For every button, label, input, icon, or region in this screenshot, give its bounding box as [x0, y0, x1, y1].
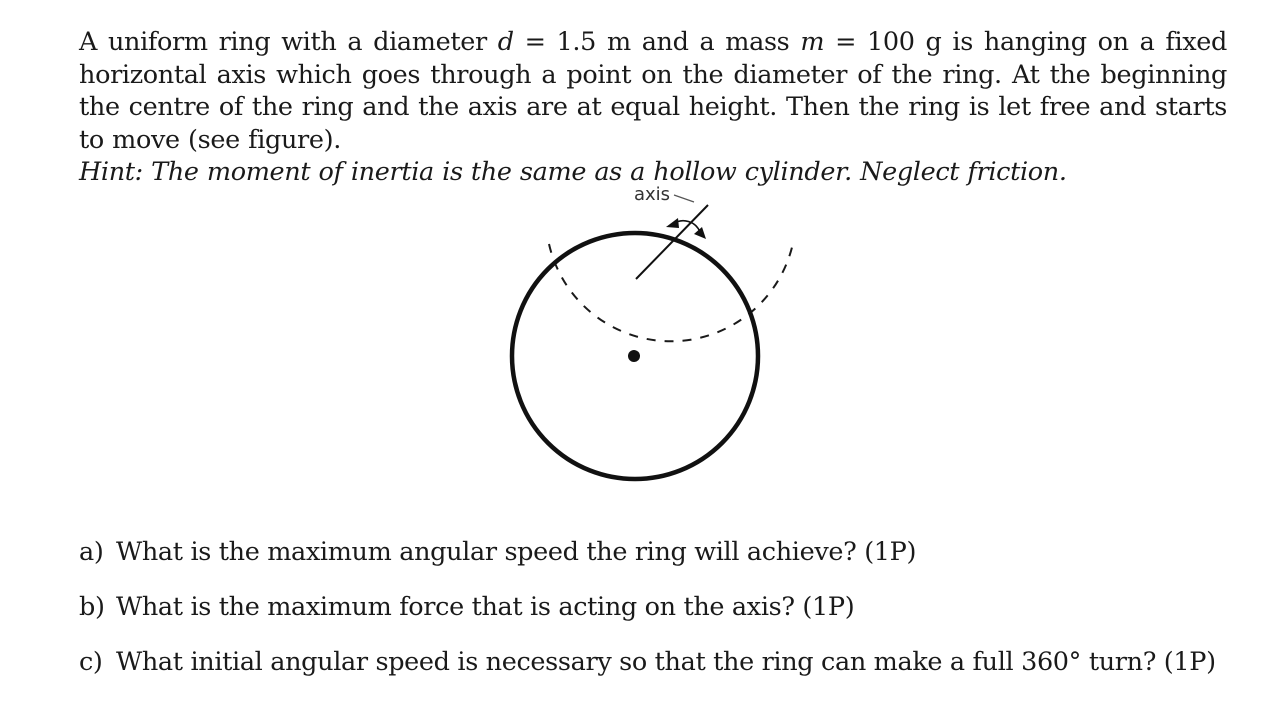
diameter-symbol: d	[497, 27, 514, 57]
ring-figure	[490, 176, 820, 486]
diameter-value-text: = 1.5 m and a mass	[513, 27, 801, 57]
question-c	[79, 646, 1216, 678]
rotation-arrowhead-right	[694, 227, 706, 239]
axis-label: axis	[634, 184, 671, 205]
mass-symbol: m	[800, 27, 825, 57]
axis-line	[636, 205, 708, 279]
question-text: What is the maximum force that is acting on the axis? (1P)	[116, 592, 855, 622]
question-text: What is the maximum angular speed the ring will achieve? (1P)	[116, 537, 917, 567]
problem-statement	[79, 26, 1227, 189]
ring-centre-dot	[628, 350, 640, 362]
question-label: b)	[79, 592, 105, 622]
question-label: a)	[79, 537, 104, 567]
axis-label-leader	[674, 195, 694, 202]
problem-text-rest: = 100 g is hanging on a fixed horizontal axis which goes through a point on the diameter of the ring. At the beginning the centre of the ring and the axis are at equal height. Then the ring is let free and starts to move (see figure).	[79, 27, 1227, 155]
question-label: c)	[79, 647, 103, 677]
rotation-arrowhead-left	[666, 218, 679, 228]
problem-text-start: A uniform ring with a diameter	[79, 27, 498, 57]
hint-text: Hint: The moment of inertia is the same as a hollow cylinder. Neglect friction.	[79, 157, 1067, 187]
question-a	[79, 536, 916, 568]
question-b	[79, 591, 854, 623]
problem-paragraph	[79, 26, 1227, 156]
question-text: What initial angular speed is necessary so that the ring can make a full 360° turn? (1P)	[116, 647, 1216, 677]
